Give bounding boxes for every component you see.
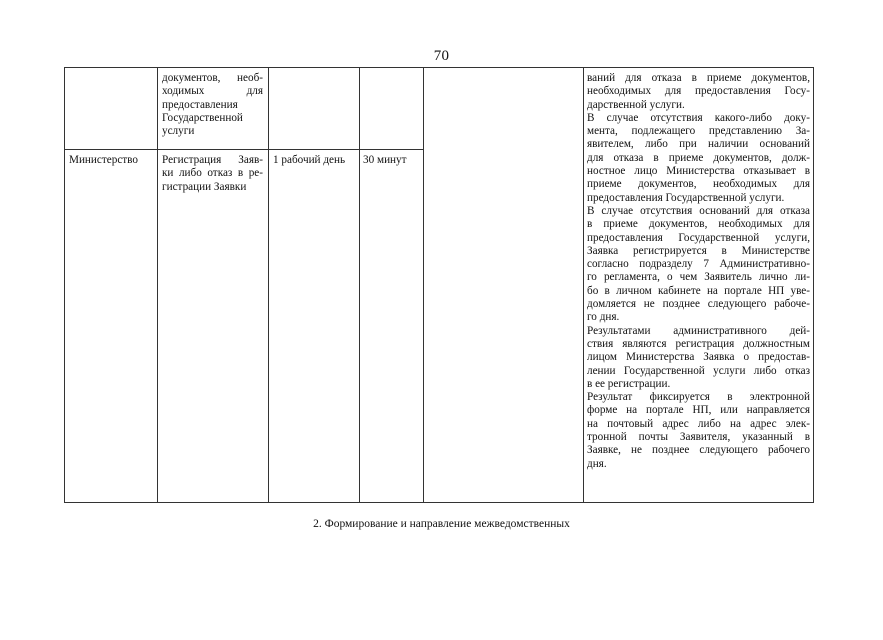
text-line: дарственной услуги. xyxy=(587,98,685,111)
text-line: домляется не позднее следующего рабоче- xyxy=(587,298,810,311)
text-line: ваний для отказа в приеме документов, xyxy=(587,72,810,84)
text-line: документов, необ- xyxy=(162,72,263,84)
text-line: дня. xyxy=(587,457,607,470)
column-divider xyxy=(423,68,424,502)
continuation-procedure-cell xyxy=(162,72,263,138)
labor-time-text: 30 минут xyxy=(363,154,407,166)
text-line: гистрации Заявки xyxy=(162,180,247,193)
text-line: В случае отсутствия какого-либо доку- xyxy=(587,111,810,124)
procedure-cell xyxy=(162,154,263,194)
text-line: Результатами административного дей- xyxy=(587,324,810,337)
text-line: ствия являются регистрация должностным xyxy=(587,337,810,350)
page-number: 70 xyxy=(433,48,450,64)
column-divider xyxy=(268,68,269,502)
row-divider xyxy=(65,149,424,150)
text-line: согласно подразделу 7 Административно- xyxy=(587,258,810,271)
column-divider xyxy=(359,68,360,502)
text-line: тронной почты Заявителя, указанный в xyxy=(587,431,810,444)
text-line: предоставления Государственной услуги, xyxy=(587,231,810,244)
text-line: на почтовый адрес либо на адрес элек- xyxy=(587,417,810,430)
text-line: лении Государственной услуги либо отказ xyxy=(587,364,810,377)
column-divider xyxy=(157,68,158,502)
text-line: ходимых для xyxy=(162,85,263,98)
labor-time-cell xyxy=(363,154,421,167)
text-line: необходимых для предоставления Госу- xyxy=(587,85,810,98)
text-line: бо в личном кабинете на портале НП уве- xyxy=(587,284,810,297)
text-line: предоставления xyxy=(162,98,238,111)
subject-cell xyxy=(69,154,155,167)
text-line: ностное лицо Министерства отказывает в xyxy=(587,165,810,178)
text-line: Регистрация Заяв- xyxy=(162,154,263,166)
text-line: для отказа в приеме документов, долж- xyxy=(587,151,810,164)
text-line: го дня. xyxy=(587,311,620,324)
text-line: Заявка регистрируется в Министерстве xyxy=(587,244,810,257)
text-line: форме на портале НП, или направляется xyxy=(587,404,810,417)
max-term-cell xyxy=(273,154,359,167)
text-line: услуги xyxy=(162,125,195,138)
text-line: В случае отсутствия оснований для отказа xyxy=(587,204,810,217)
content-cell xyxy=(587,72,810,471)
text-line: мента, подлежащего представлению За- xyxy=(587,125,810,138)
section-heading: 2. Формирование и направление межведомственных xyxy=(313,518,570,530)
text-line: явителем, либо при наличии оснований xyxy=(587,138,810,151)
text-line: Государственной xyxy=(162,111,243,124)
text-line: го регламента, о чем Заявитель лично ли- xyxy=(587,271,810,284)
subject-text: Министерство xyxy=(69,154,138,166)
text-line: в ее регистрации. xyxy=(587,377,671,390)
text-line: Результат фиксируется в электронной xyxy=(587,391,810,404)
text-line: Заявке, не позднее следующего рабочего xyxy=(587,444,810,457)
text-line: предоставления Государственной услуги. xyxy=(587,191,785,204)
text-line: лицом Министерства Заявка о предостав- xyxy=(587,351,810,364)
text-line: приеме документов, необходимых для xyxy=(587,178,810,191)
max-term-text: 1 рабочий день xyxy=(273,154,346,166)
text-line: ки либо отказ в ре- xyxy=(162,167,263,180)
column-divider xyxy=(583,68,584,502)
procedure-table xyxy=(64,67,814,503)
text-line: в приеме документов, необходимых для xyxy=(587,218,810,231)
